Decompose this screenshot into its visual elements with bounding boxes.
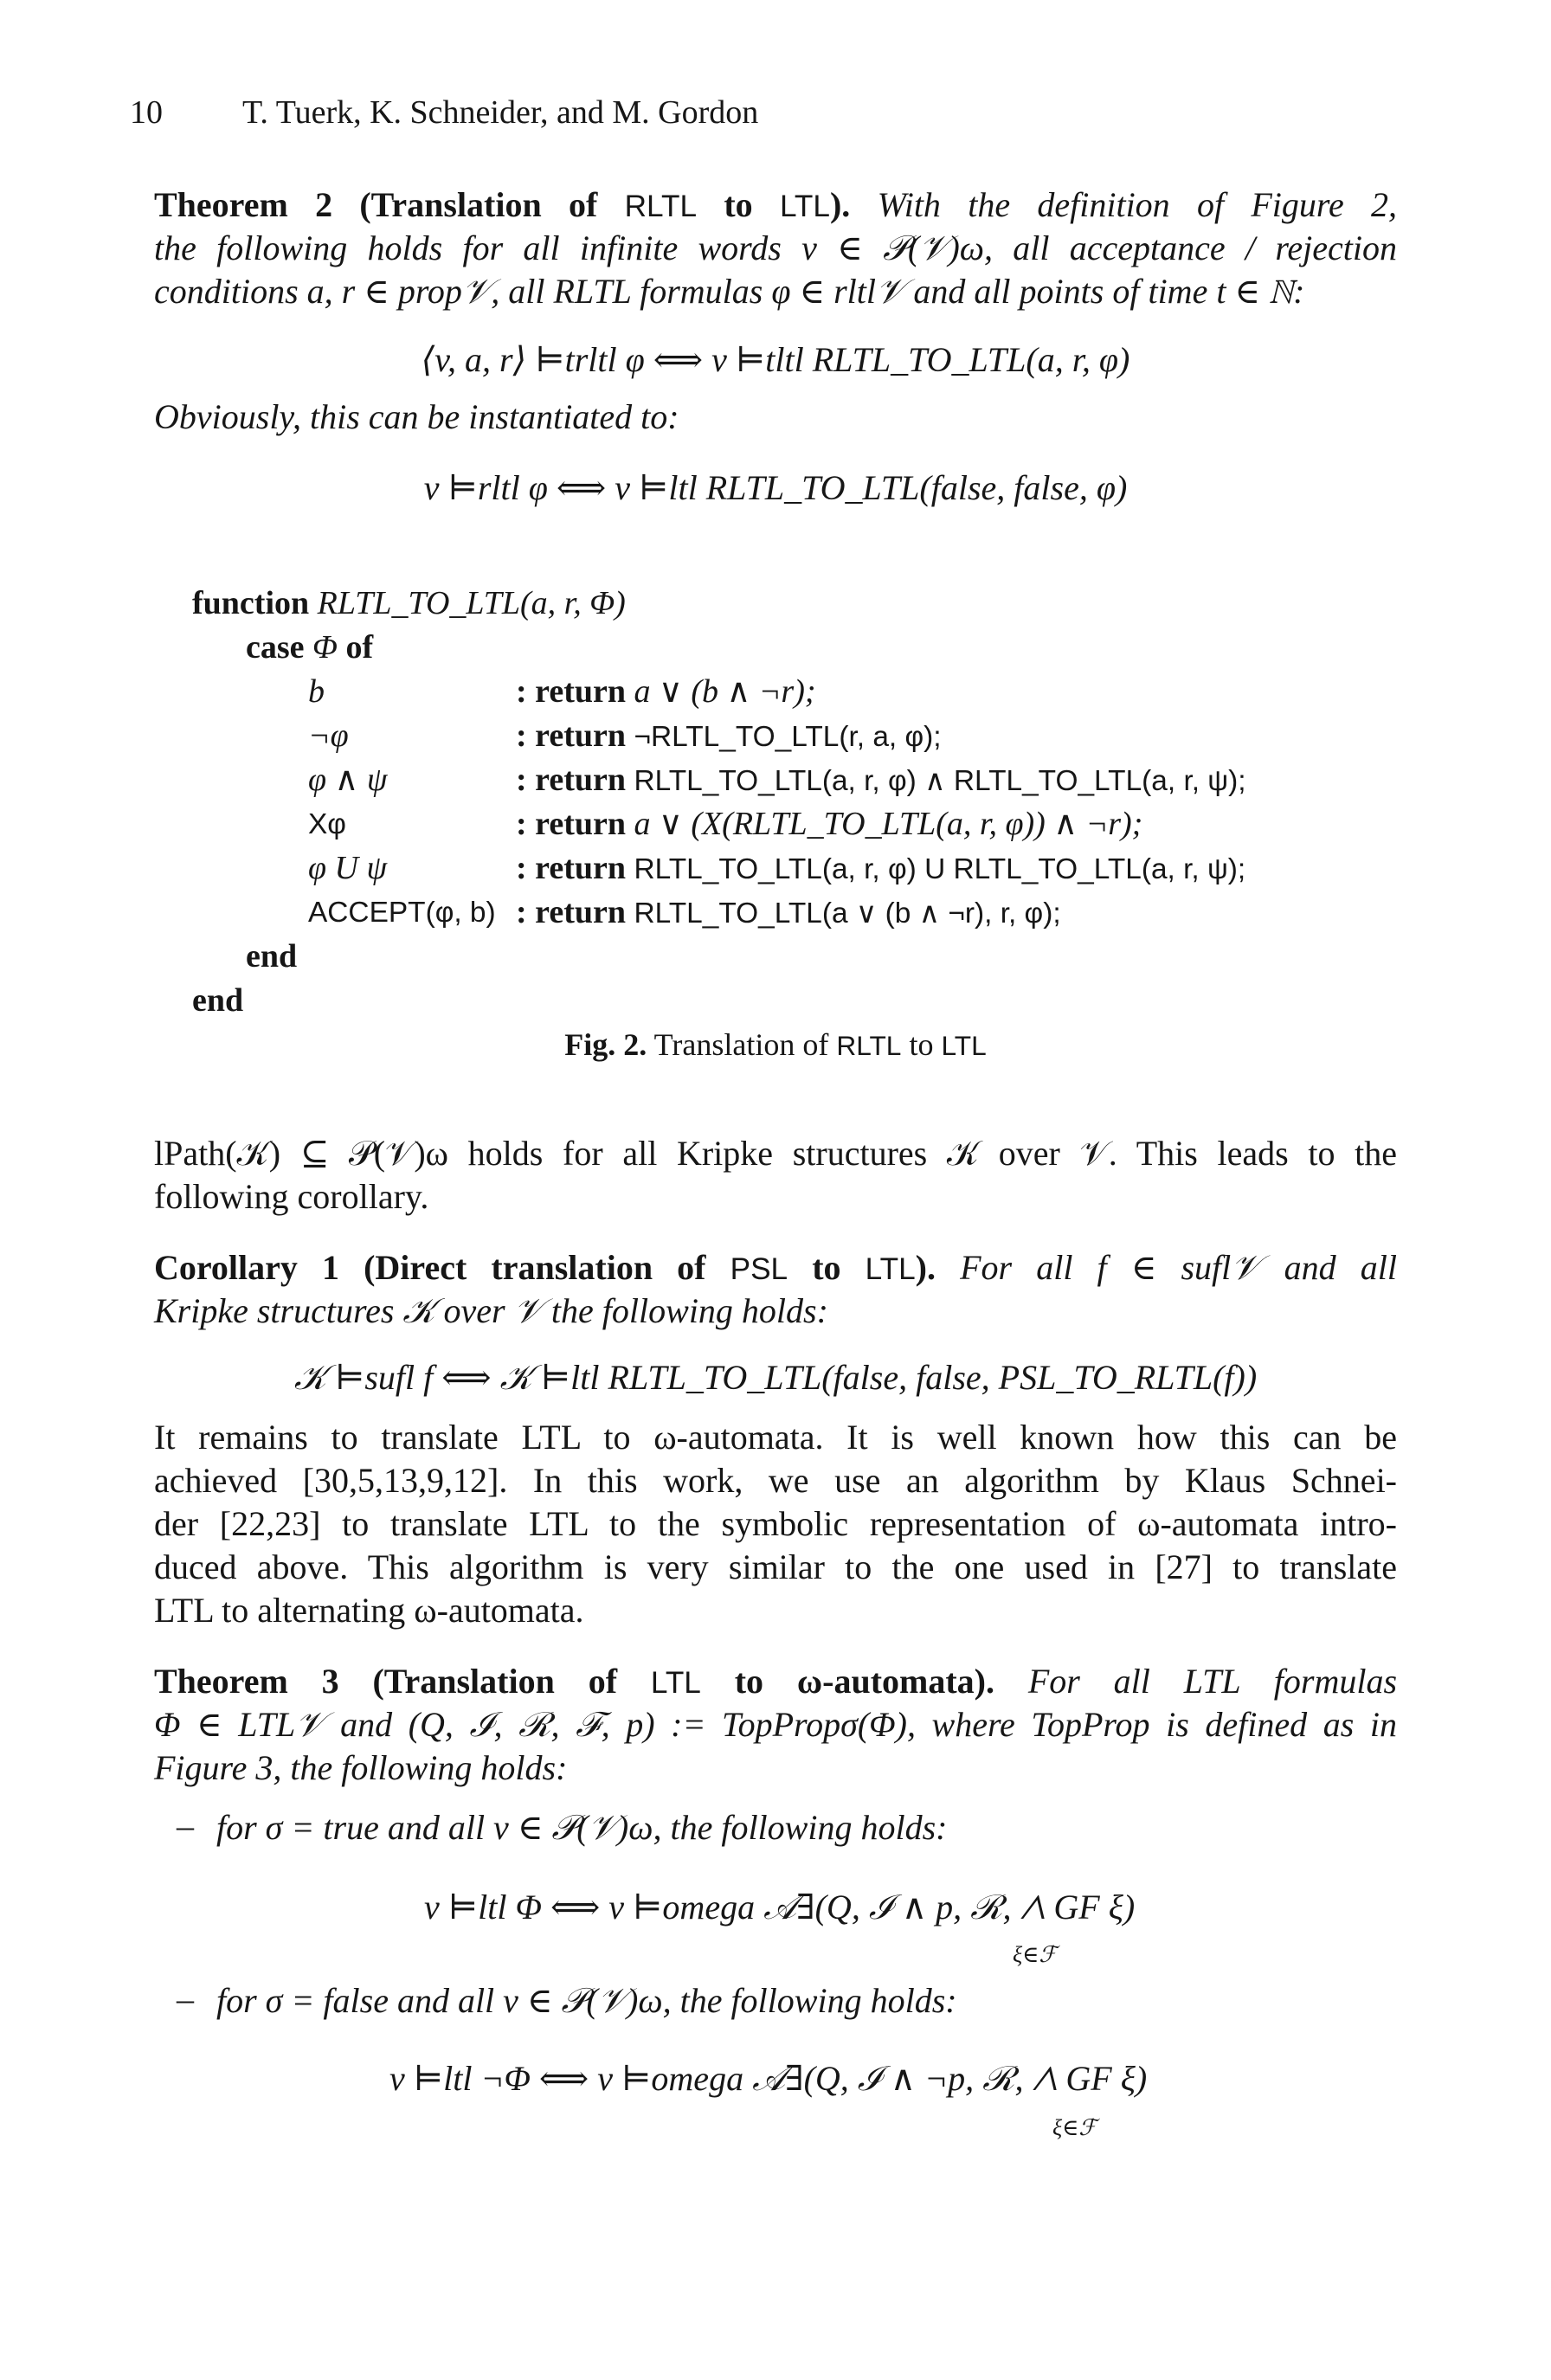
corollary-1-line-1 bbox=[154, 1246, 1397, 1290]
corollary-1-formula: 𝒦 ⊨sufl f ⟺ 𝒦 ⊨ltl RLTL_TO_LTL(false, false, PSL_TO_RLTL(f)) bbox=[293, 1358, 1258, 1397]
theorem-3-bullet-1: for σ = true and all v ∈ 𝒫(𝒱)ω, the following holds: bbox=[216, 1808, 948, 1847]
theorem-3-label: Theorem 3 (Translation of LTL to ω-automata). bbox=[154, 1662, 994, 1701]
corollary-1-line-2: Kripke structures 𝒦 over 𝒱 the following holds: bbox=[154, 1291, 828, 1330]
end-outer: end bbox=[192, 982, 244, 1019]
figure-caption: Fig. 2. Translation of RLTL to LTL bbox=[564, 1027, 987, 1062]
case-pattern: ¬φ bbox=[308, 717, 349, 754]
remains-paragraph bbox=[154, 1416, 1397, 1632]
theorem-3-line-1 bbox=[154, 1660, 1397, 1703]
theorem-2 bbox=[154, 183, 1397, 313]
theorem-2-formula-2: v ⊨rltl φ ⟺ v ⊨ltl RLTL_TO_LTL(false, false, φ) bbox=[423, 468, 1128, 507]
case-variable: Φ bbox=[312, 629, 338, 666]
case-pattern: φ U ψ bbox=[308, 850, 388, 886]
corollary-1-label: Corollary 1 (Direct translation of PSL to LTL). bbox=[154, 1248, 936, 1287]
function-name: RLTL_TO_LTL(a, r, Φ) bbox=[317, 585, 626, 621]
function-keyword: function bbox=[192, 585, 310, 621]
theorem-3 bbox=[154, 1660, 1397, 1790]
case-return: : return a ∨ (b ∧ ¬r); bbox=[516, 673, 816, 710]
bullet-dash: – bbox=[177, 1806, 194, 1845]
paragraph-line: It remains to translate LTL to ω-automata. It is well known how this can be bbox=[154, 1418, 1397, 1457]
bigwedge-index: ξ∈ℱ bbox=[1013, 1942, 1057, 1967]
figure-label: Fig. 2. bbox=[564, 1027, 647, 1062]
case-return: : return RLTL_TO_LTL(a, r, φ) ∧ RLTL_TO_LTL(a, r, ψ); bbox=[516, 762, 1246, 798]
running-authors: T. Tuerk, K. Schneider, and M. Gordon bbox=[242, 94, 759, 131]
theorem-3-bullet-2: for σ = false and all v ∈ 𝒫(𝒱)ω, the following holds: bbox=[216, 1981, 957, 2020]
case-return: : return RLTL_TO_LTL(a, r, φ) U RLTL_TO_LTL(a, r, ψ); bbox=[516, 850, 1246, 886]
case-pattern: φ ∧ ψ bbox=[308, 762, 388, 798]
theorem-3-formula-2: v ⊨ltl ¬Φ ⟺ v ⊨omega 𝒜∃(Q, ℐ ∧ ¬p, ℛ, ⋀ GF ξ) bbox=[389, 2059, 1148, 2098]
bullet-dash: – bbox=[177, 1979, 194, 2018]
ipath-paragraph bbox=[154, 1132, 1397, 1219]
function-line bbox=[192, 582, 626, 626]
theorem-2-formula-1: ⟨v, a, r⟩ ⊨trltl φ ⟺ v ⊨tltl RLTL_TO_LTL(a, r, φ) bbox=[421, 340, 1130, 379]
case-return: : return a ∨ (X(RLTL_TO_LTL(a, r, φ)) ∧ ¬r); bbox=[516, 806, 1143, 842]
theorem-3-text-1: For all LTL formulas bbox=[1027, 1662, 1398, 1701]
paragraph-line: der [22,23] to translate LTL to the symbolic representation of ω-automata intro- bbox=[154, 1504, 1397, 1543]
theorem-3-line-2: Φ ∈ LTL𝒱 and (Q, ℐ, ℛ, ℱ, p) := TopPropσ(Φ), where TopProp is defined as in bbox=[154, 1705, 1397, 1744]
case-pattern: b bbox=[308, 673, 325, 710]
paragraph-line: achieved [30,5,13,9,12]. In this work, we use an algorithm by Klaus Schnei- bbox=[154, 1461, 1397, 1500]
algorithm-block bbox=[192, 582, 1317, 1019]
theorem-2-text-1: With the definition of Figure 2, bbox=[877, 185, 1398, 224]
theorem-2-line-3: conditions a, r ∈ prop𝒱, all RLTL formulas φ ∈ rltl𝒱 and all points of time t ∈ ℕ: bbox=[154, 272, 1305, 311]
theorem-2-label: Theorem 2 (Translation of RLTL to LTL). bbox=[154, 185, 851, 224]
theorem-3-line-3: Figure 3, the following holds: bbox=[154, 1748, 568, 1787]
corollary-1-text-1: For all f ∈ sufl𝒱 and all bbox=[960, 1248, 1398, 1287]
case-keyword: case bbox=[246, 629, 305, 666]
case-line bbox=[246, 626, 373, 670]
paragraph-line: following corollary. bbox=[154, 1177, 429, 1216]
case-return: : return ¬RLTL_TO_LTL(r, a, φ); bbox=[516, 717, 942, 754]
theorem-2-line-2: the following holds for all infinite words v ∈ 𝒫(𝒱)ω, all acceptance / rejection bbox=[154, 228, 1397, 267]
paragraph-line: duced above. This algorithm is very similar to the one used in [27] to translate bbox=[154, 1547, 1397, 1586]
page-header bbox=[130, 93, 758, 132]
bigwedge-index: ξ∈ℱ bbox=[1052, 2115, 1097, 2140]
of-keyword: of bbox=[345, 629, 374, 666]
case-pattern: ACCEPT(φ, b) bbox=[308, 897, 496, 929]
theorem-2-line-1 bbox=[154, 183, 1397, 227]
obviously-text: Obviously, this can be instantiated to: bbox=[154, 397, 679, 436]
page-number: 10 bbox=[130, 94, 163, 131]
paragraph-line: lPath(𝒦) ⊆ 𝒫(𝒱)ω holds for all Kripke structures 𝒦 over 𝒱. This leads to the bbox=[154, 1134, 1397, 1173]
paragraph-line: LTL to alternating ω-automata. bbox=[154, 1591, 584, 1630]
end-inner: end bbox=[246, 938, 298, 975]
corollary-1 bbox=[154, 1246, 1397, 1333]
case-pattern: Xφ bbox=[308, 808, 346, 840]
case-return: : return RLTL_TO_LTL(a ∨ (b ∧ ¬r), r, φ); bbox=[516, 894, 1061, 930]
theorem-3-formula-1: v ⊨ltl Φ ⟺ v ⊨omega 𝒜∃(Q, ℐ ∧ p, ℛ, ⋀ GF ξ) bbox=[424, 1888, 1136, 1927]
